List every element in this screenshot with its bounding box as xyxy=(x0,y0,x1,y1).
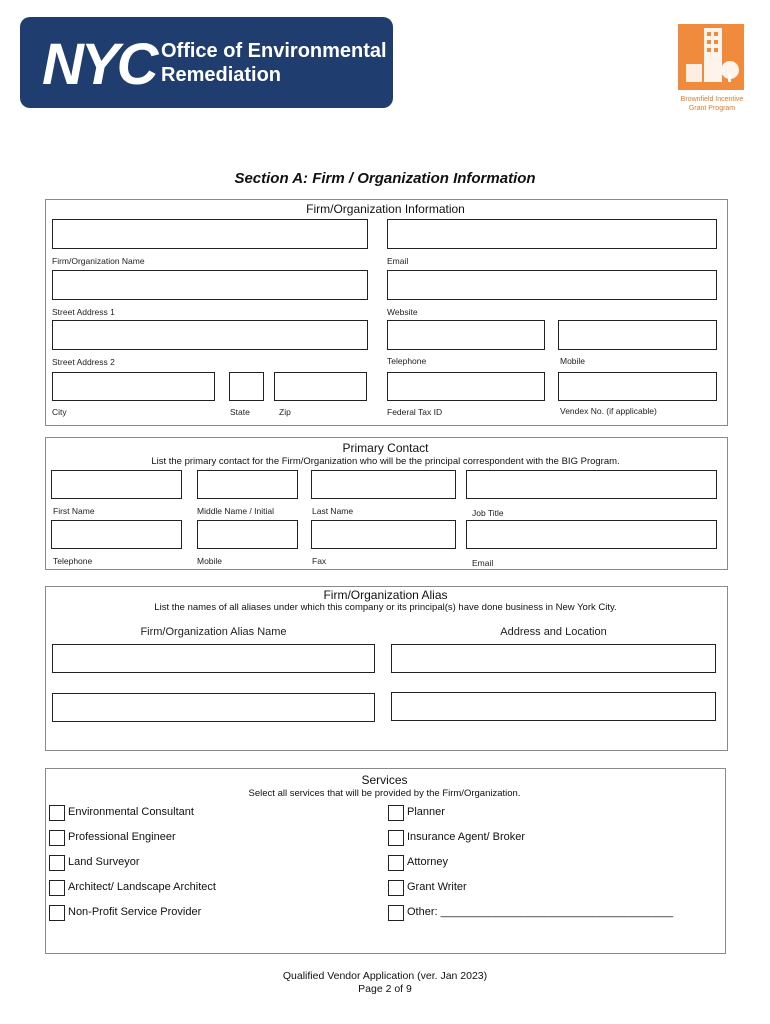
city-field[interactable] xyxy=(52,372,215,401)
service-label: Insurance Agent/ Broker xyxy=(407,831,526,843)
service-label: Grant Writer xyxy=(407,881,467,893)
alias-address-field-1[interactable] xyxy=(391,644,716,673)
last-name-label: Last Name xyxy=(312,506,354,516)
contact-mobile-label: Mobile xyxy=(197,556,223,566)
footer-page-number: Page 2 of 9 xyxy=(358,983,412,995)
zip-field[interactable] xyxy=(274,372,367,401)
street-address-1-label: Street Address 1 xyxy=(52,307,115,317)
zip-label: Zip xyxy=(279,407,291,417)
service-label: Non-Profit Service Provider xyxy=(68,906,202,918)
primary-contact-heading: Primary Contact xyxy=(342,441,429,455)
alias-subheading: List the names of all aliases under which this company or its principal(s) have done business in New York City. xyxy=(154,602,617,613)
nyc-oer-logo xyxy=(20,17,393,108)
alias-address-column-header: Address and Location xyxy=(500,626,607,638)
contact-telephone-field[interactable] xyxy=(51,520,182,549)
website-label: Website xyxy=(387,307,418,317)
services-subheading: Select all services that will be provided by the Firm/Organization. xyxy=(248,788,521,799)
firm-info-heading: Firm/Organization Information xyxy=(306,202,465,216)
contact-email-label: Email xyxy=(472,558,494,568)
contact-fax-field[interactable] xyxy=(311,520,456,549)
city-label: City xyxy=(52,407,67,417)
contact-email-field[interactable] xyxy=(466,520,717,549)
firm-name-label: Firm/Organization Name xyxy=(52,256,145,266)
vendex-field[interactable] xyxy=(558,372,717,401)
checkbox[interactable] xyxy=(49,805,65,821)
primary-contact-subheading: List the primary contact for the Firm/Organization who will be the principal correspondent with the BIG Program. xyxy=(151,456,620,467)
checkbox[interactable] xyxy=(49,905,65,921)
email-field[interactable] xyxy=(387,219,717,249)
checkbox[interactable] xyxy=(49,855,65,871)
state-field[interactable] xyxy=(229,372,264,401)
checkbox[interactable] xyxy=(49,830,65,846)
service-label: Planner xyxy=(407,806,445,818)
service-label: Professional Engineer xyxy=(68,831,176,843)
checkbox[interactable] xyxy=(388,830,404,846)
middle-name-label: Middle Name / Initial xyxy=(197,506,275,516)
contact-fax-label: Fax xyxy=(312,556,327,566)
alias-address-field-2[interactable] xyxy=(391,692,716,721)
service-label: Architect/ Landscape Architect xyxy=(68,881,216,893)
services-heading: Services xyxy=(361,773,408,787)
middle-name-field[interactable] xyxy=(197,470,298,499)
contact-telephone-label: Telephone xyxy=(53,556,93,566)
checkbox[interactable] xyxy=(388,855,404,871)
checkbox[interactable] xyxy=(388,805,404,821)
page-footer xyxy=(0,970,770,996)
alias-name-field-2[interactable] xyxy=(52,693,375,722)
alias-name-column-header: Firm/Organization Alias Name xyxy=(140,626,287,638)
checkbox[interactable] xyxy=(388,905,404,921)
street-address-2-field[interactable] xyxy=(52,320,368,350)
big-program-text xyxy=(660,95,764,113)
last-name-field[interactable] xyxy=(311,470,456,499)
alias-name-field-1[interactable] xyxy=(52,644,375,673)
mobile-field[interactable] xyxy=(558,320,717,350)
service-label: Attorney xyxy=(407,856,448,868)
email-label: Email xyxy=(387,256,409,266)
big-line-1: Brownfield Incentive xyxy=(680,96,744,103)
state-label: State xyxy=(230,407,250,417)
street-address-1-field[interactable] xyxy=(52,270,368,300)
big-line-2: Grant Program xyxy=(688,105,736,112)
firm-name-field[interactable] xyxy=(52,219,368,249)
mobile-label: Mobile xyxy=(560,356,586,366)
big-program-logo-icon xyxy=(678,24,744,90)
job-title-label: Job Title xyxy=(472,508,504,518)
page-title: Section A: Firm / Organization Information xyxy=(234,170,536,187)
first-name-label: First Name xyxy=(53,506,95,516)
contact-mobile-field[interactable] xyxy=(197,520,298,549)
footer-version: Qualified Vendor Application (ver. Jan 2023) xyxy=(282,970,488,982)
checkbox[interactable] xyxy=(49,880,65,896)
website-field[interactable] xyxy=(387,270,717,300)
logo-line-2: Remediation xyxy=(161,64,282,86)
nyc-logo-mark: NYC xyxy=(42,32,156,97)
federal-tax-id-label: Federal Tax ID xyxy=(387,407,443,417)
service-label: Land Surveyor xyxy=(68,856,140,868)
job-title-field[interactable] xyxy=(466,470,717,499)
vendex-label: Vendex No. (if applicable) xyxy=(560,406,657,416)
logo-text xyxy=(161,39,387,87)
service-label[interactable]: Other: ______________________________________ xyxy=(407,906,674,918)
first-name-field[interactable] xyxy=(51,470,182,499)
checkbox[interactable] xyxy=(388,880,404,896)
service-label: Environmental Consultant xyxy=(68,806,194,818)
telephone-field[interactable] xyxy=(387,320,545,350)
federal-tax-id-field[interactable] xyxy=(387,372,545,401)
logo-line-1: Office of Environmental xyxy=(161,40,387,62)
telephone-label: Telephone xyxy=(387,356,427,366)
street-address-2-label: Street Address 2 xyxy=(52,357,115,367)
alias-heading: Firm/Organization Alias xyxy=(323,588,448,602)
